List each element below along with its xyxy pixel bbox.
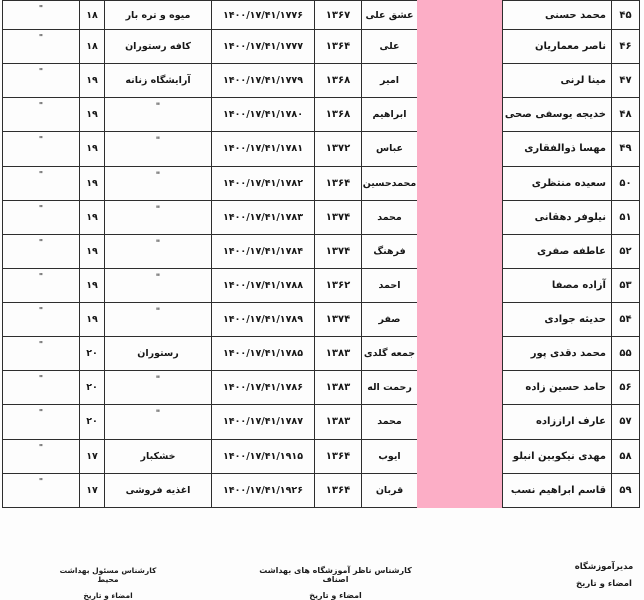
footer-manager-subtitle: امضاء و تاریخ	[576, 579, 632, 589]
business-type-cell: "	[104, 201, 211, 235]
age-cell: ۲۰	[79, 371, 104, 405]
business-type-cell: "	[104, 303, 211, 337]
row-number-cell: ۵۷	[611, 405, 639, 439]
first-name-cell: عشق علی	[361, 0, 417, 30]
birth-year-cell: ۱۳۶۸	[314, 98, 361, 132]
age-cell: ۱۸	[79, 0, 104, 30]
business-type-cell: "	[104, 98, 211, 132]
age-cell: ۱۹	[79, 235, 104, 269]
row-number-cell: ۵۵	[611, 337, 639, 371]
ditto-mark-cell: "	[2, 30, 79, 64]
row-number-cell: ۵۲	[611, 235, 639, 269]
age-cell: ۱۹	[79, 269, 104, 303]
age-cell: ۱۹	[79, 167, 104, 201]
first-name-cell: احمد	[361, 269, 417, 303]
row-number-cell: ۴۶	[611, 30, 639, 64]
license-number-cell: ۱۴۰۰/۱۷/۴۱/۱۷۸۶	[211, 371, 314, 405]
birth-year-cell: ۱۳۶۴	[314, 167, 361, 201]
first-name-cell: ایوب	[361, 440, 417, 474]
business-type-cell: "	[104, 405, 211, 439]
license-number-cell: ۱۴۰۰/۱۷/۴۱/۱۷۸۹	[211, 303, 314, 337]
age-cell: ۱۸	[79, 30, 104, 64]
birth-year-cell: ۱۳۷۴	[314, 235, 361, 269]
full-name-cell: ناصر معماریان	[502, 30, 611, 64]
business-type-cell: میوه و تره بار	[104, 0, 211, 30]
business-type-cell: کافه رستوران	[104, 30, 211, 64]
age-cell: ۱۹	[79, 303, 104, 337]
ditto-mark-cell: "	[2, 0, 79, 30]
full-name-cell: محمد حسنی	[502, 0, 611, 30]
business-type-cell: آرایشگاه زنانه	[104, 64, 211, 98]
row-number-cell: ۵۶	[611, 371, 639, 405]
ditto-mark-cell: "	[2, 405, 79, 439]
highlight-cell	[417, 337, 502, 371]
birth-year-cell: ۱۳۷۴	[314, 303, 361, 337]
row-number-cell: ۴۸	[611, 98, 639, 132]
full-name-cell: قاسم ابراهیم نسب	[502, 474, 611, 508]
first-name-cell: امیر	[361, 64, 417, 98]
row-number-cell: ۴۷	[611, 64, 639, 98]
ditto-mark-cell: "	[2, 98, 79, 132]
first-name-cell: علی	[361, 30, 417, 64]
highlight-cell	[417, 474, 502, 508]
footer-manager	[566, 562, 642, 589]
footer-inspector-subtitle: امضاء و تاریخ	[309, 591, 362, 600]
first-name-cell: محمدحسین	[361, 167, 417, 201]
license-number-cell: ۱۴۰۰/۱۷/۴۱/۱۷۸۸	[211, 269, 314, 303]
license-number-cell: ۱۴۰۰/۱۷/۴۱/۱۷۸۰	[211, 98, 314, 132]
business-type-cell: "	[104, 132, 211, 166]
business-type-cell: رستوران	[104, 337, 211, 371]
birth-year-cell: ۱۳۶۸	[314, 64, 361, 98]
ditto-mark-cell: "	[2, 201, 79, 235]
license-number-cell: ۱۴۰۰/۱۷/۴۱/۱۷۷۶	[211, 0, 314, 30]
highlight-cell	[417, 98, 502, 132]
business-type-cell: خشکبار	[104, 440, 211, 474]
birth-year-cell: ۱۳۸۳	[314, 405, 361, 439]
license-number-cell: ۱۴۰۰/۱۷/۴۱/۱۹۱۵	[211, 440, 314, 474]
license-number-cell: ۱۴۰۰/۱۷/۴۱/۱۹۲۶	[211, 474, 314, 508]
age-cell: ۲۰	[79, 405, 104, 439]
highlight-cell	[417, 0, 502, 30]
license-number-cell: ۱۴۰۰/۱۷/۴۱/۱۷۸۵	[211, 337, 314, 371]
full-name-cell: حامد حسین زاده	[502, 371, 611, 405]
highlight-cell	[417, 235, 502, 269]
footer-manager-title: مدیرآموزشگاه	[574, 562, 634, 572]
age-cell: ۱۹	[79, 98, 104, 132]
full-name-cell: خدیجه یوسفی صحی	[502, 98, 611, 132]
age-cell: ۱۹	[79, 201, 104, 235]
first-name-cell: محمد	[361, 201, 417, 235]
footer-inspector-title: کارشناس ناظر آموزشگاه های بهداشت اصناف	[259, 566, 412, 584]
first-name-cell: جمعه گلدی	[361, 337, 417, 371]
license-number-cell: ۱۴۰۰/۱۷/۴۱/۱۷۸۳	[211, 201, 314, 235]
footer-health-expert	[58, 566, 158, 600]
highlight-cell	[417, 303, 502, 337]
footer-inspector	[258, 566, 413, 600]
business-type-cell: اغذیه فروشی	[104, 474, 211, 508]
row-number-cell: ۵۰	[611, 167, 639, 201]
highlight-cell	[417, 371, 502, 405]
row-number-cell: ۴۵	[611, 0, 639, 30]
ditto-mark-cell: "	[2, 474, 79, 508]
ditto-mark-cell: "	[2, 337, 79, 371]
first-name-cell: ابراهیم	[361, 98, 417, 132]
first-name-cell: عباس	[361, 132, 417, 166]
first-name-cell: فرهنگ	[361, 235, 417, 269]
highlight-cell	[417, 405, 502, 439]
business-type-cell: "	[104, 235, 211, 269]
age-cell: ۱۷	[79, 440, 104, 474]
records-table	[3, 0, 640, 508]
full-name-cell: نیلوفر دهقانی	[502, 201, 611, 235]
row-number-cell: ۵۹	[611, 474, 639, 508]
ditto-mark-cell: "	[2, 132, 79, 166]
ditto-mark-cell: "	[2, 440, 79, 474]
full-name-cell: آزاده مصفا	[502, 269, 611, 303]
birth-year-cell: ۱۳۶۲	[314, 269, 361, 303]
ditto-mark-cell: "	[2, 303, 79, 337]
full-name-cell: مهدی نیکوبین انبلو	[502, 440, 611, 474]
first-name-cell: رحمت اله	[361, 371, 417, 405]
ditto-mark-cell: "	[2, 371, 79, 405]
full-name-cell: مهسا ذوالفقاری	[502, 132, 611, 166]
row-number-cell: ۵۳	[611, 269, 639, 303]
highlight-cell	[417, 167, 502, 201]
highlight-cell	[417, 30, 502, 64]
birth-year-cell: ۱۳۸۳	[314, 337, 361, 371]
license-number-cell: ۱۴۰۰/۱۷/۴۱/۱۷۸۱	[211, 132, 314, 166]
ditto-mark-cell: "	[2, 64, 79, 98]
row-number-cell: ۵۱	[611, 201, 639, 235]
business-type-cell: "	[104, 167, 211, 201]
ditto-mark-cell: "	[2, 167, 79, 201]
license-number-cell: ۱۴۰۰/۱۷/۴۱/۱۷۸۷	[211, 405, 314, 439]
license-number-cell: ۱۴۰۰/۱۷/۴۱/۱۷۸۲	[211, 167, 314, 201]
full-name-cell: عارف اراززاده	[502, 405, 611, 439]
highlight-cell	[417, 269, 502, 303]
full-name-cell: حدیثه جوادی	[502, 303, 611, 337]
highlight-cell	[417, 201, 502, 235]
age-cell: ۱۹	[79, 132, 104, 166]
birth-year-cell: ۱۳۶۷	[314, 0, 361, 30]
highlight-cell	[417, 64, 502, 98]
full-name-cell: سعیده منتظری	[502, 167, 611, 201]
license-number-cell: ۱۴۰۰/۱۷/۴۱/۱۷۸۴	[211, 235, 314, 269]
license-number-cell: ۱۴۰۰/۱۷/۴۱/۱۷۷۷	[211, 30, 314, 64]
highlight-cell	[417, 132, 502, 166]
full-name-cell: محمد دقدی پور	[502, 337, 611, 371]
footer-health-expert-title: کارشناس مسئول بهداشت محیط	[59, 566, 157, 584]
row-number-cell: ۵۴	[611, 303, 639, 337]
highlight-cell	[417, 440, 502, 474]
birth-year-cell: ۱۳۷۴	[314, 201, 361, 235]
age-cell: ۱۹	[79, 64, 104, 98]
birth-year-cell: ۱۳۶۴	[314, 474, 361, 508]
birth-year-cell: ۱۳۶۴	[314, 30, 361, 64]
birth-year-cell: ۱۳۸۳	[314, 371, 361, 405]
birth-year-cell: ۱۳۶۴	[314, 440, 361, 474]
license-number-cell: ۱۴۰۰/۱۷/۴۱/۱۷۷۹	[211, 64, 314, 98]
full-name-cell: مینا لرنی	[502, 64, 611, 98]
business-type-cell: "	[104, 269, 211, 303]
first-name-cell: محمد	[361, 405, 417, 439]
first-name-cell: صفر	[361, 303, 417, 337]
footer-health-expert-subtitle: امضاء و تاریخ	[83, 591, 133, 600]
first-name-cell: قربان	[361, 474, 417, 508]
ditto-mark-cell: "	[2, 269, 79, 303]
age-cell: ۱۷	[79, 474, 104, 508]
birth-year-cell: ۱۳۷۲	[314, 132, 361, 166]
age-cell: ۲۰	[79, 337, 104, 371]
business-type-cell: "	[104, 371, 211, 405]
full-name-cell: عاطفه صفری	[502, 235, 611, 269]
row-number-cell: ۴۹	[611, 132, 639, 166]
row-number-cell: ۵۸	[611, 440, 639, 474]
ditto-mark-cell: "	[2, 235, 79, 269]
